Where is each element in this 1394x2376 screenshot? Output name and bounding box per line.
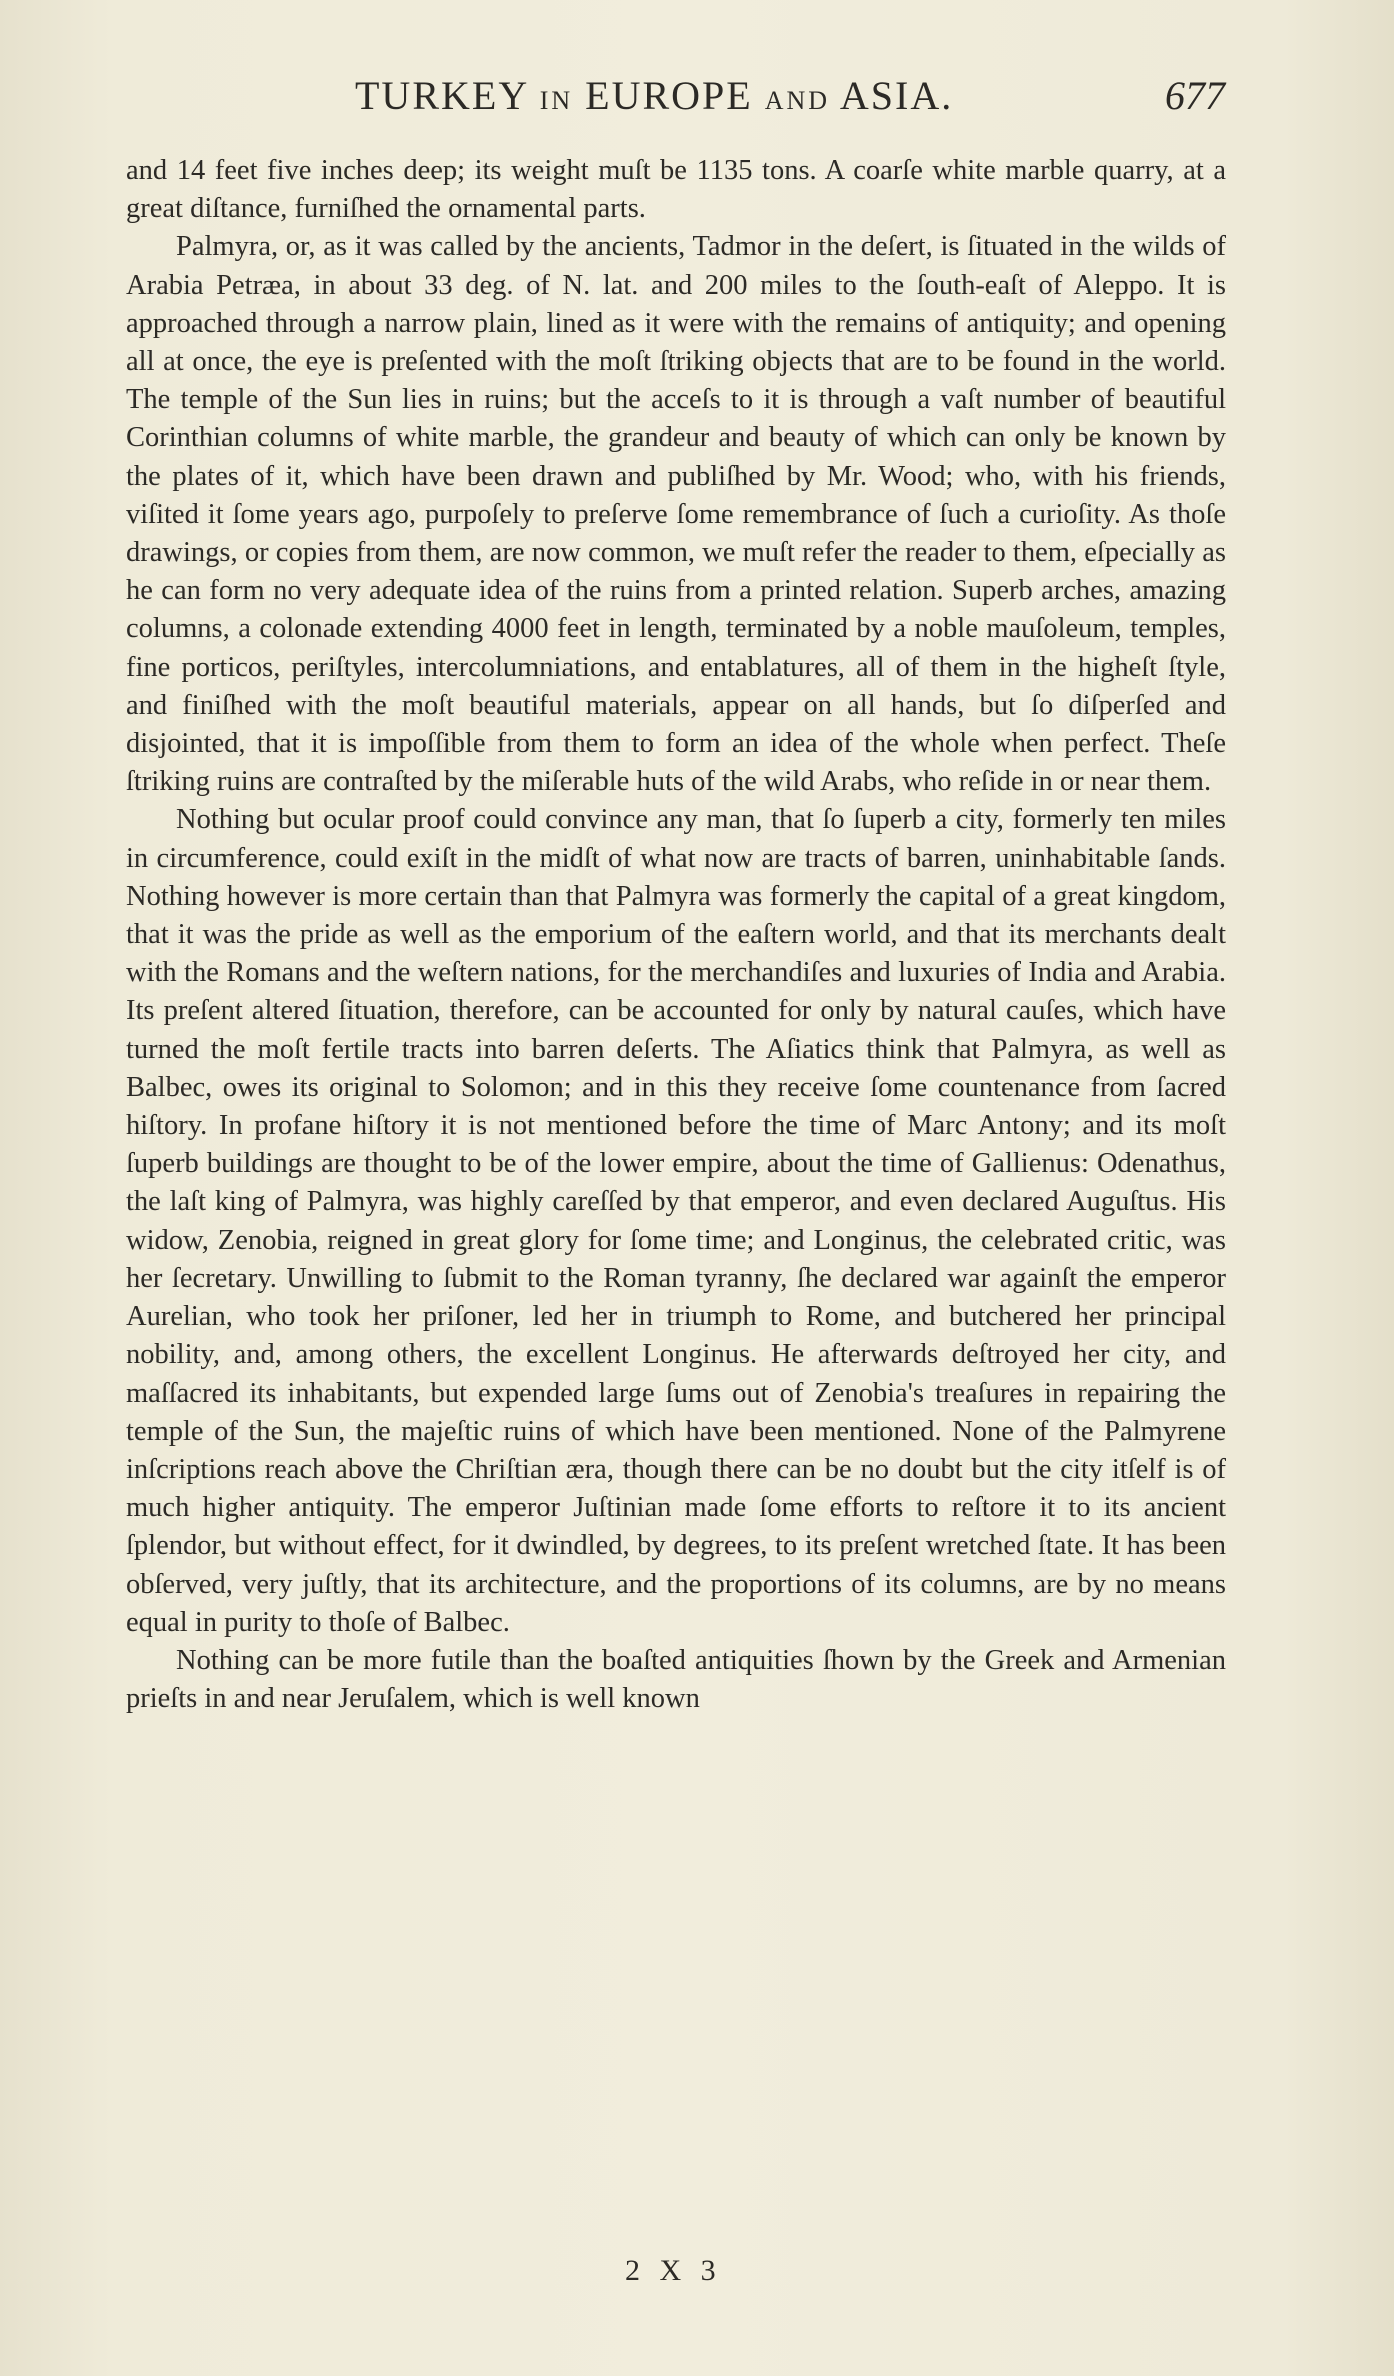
page-number: 677 (1165, 73, 1225, 118)
printer-signature-mark: 2 X 3 (625, 2254, 722, 2287)
running-head-and: AND (764, 86, 831, 115)
running-head-europe: EUROPE (585, 73, 753, 118)
running-head-in: IN (539, 86, 574, 115)
paragraph: Nothing can be more futile than the boaſted antiquities ſhown by the Greek and Armenian prieſts in and near Jeruſalem, which is well known (126, 1644, 1226, 1715)
paragraph: Palmyra, or, as it was called by the ancients, Tadmor in the deſert, is ſituated in the wilds of Arabia Petræa, in about 33 deg. of N. lat. and 200 miles to the ſouth-eaſt of Aleppo. It is approached through a narrow plain, lined as it were with the remains of antiquity; and opening all at once, the eye is preſented with the moſt ſtriking objects that are to be found in the world. The temple of the Sun lies in ruins; but the acceſs to it is through a vaſt number of beautiful Corinthian columns of white marble, the grandeur and beauty of which can only be known by the plates of it, which have been drawn and publiſhed by Mr. Wood; who, with his friends, viſited it ſome years ago, purpoſely to preſerve ſome remembrance of ſuch a curioſity. As thoſe drawings, or copies from them, are now common, we muſt refer the reader to them, eſpecially as he can form no very adequate idea of the ruins from a printed relation. Superb arches, amazing columns, a colonade extending 4000 feet in length, terminated by a noble mauſoleum, temples, fine porticos, periſtyles, intercolumniations, and entablatures, all of them in the higheſt ſtyle, and finiſhed with the moſt beautiful materials, appear on all hands, but ſo diſperſed and disjointed, that it is impoſſible from them to form an idea of the whole when perfect. Theſe ſtriking ruins are contraſted by the miſerable huts of the wild Arabs, who reſide in or near them. (126, 231, 1226, 798)
running-head-turkey: TURKEY (355, 73, 528, 118)
body-text (126, 152, 1226, 1718)
running-head (355, 72, 953, 119)
page-header (355, 72, 1235, 122)
paragraph: Nothing but ocular proof could convince any man, that ſo ſuperb a city, formerly ten miles in circumference, could exiſt in the midſt of what now are tracts of barren, uninhabitable ſands. Nothing however is more certain than that Palmyra was formerly the capital of a great kingdom, that it was the pride as well as the emporium of the eaſtern world, and that its merchants dealt with the Romans and the weſtern nations, for the merchandiſes and luxuries of India and Arabia. Its preſent altered ſituation, therefore, can be accounted for only by natural cauſes, which have turned the moſt fertile tracts into barren deſerts. The Aſiatics think that Palmyra, as well as Balbec, owes its original to Solomon; and in this they receive ſome countenance from ſacred hiſtory. In profane hiſtory it is not mentioned before the time of Marc Antony; and its moſt ſuperb buildings are thought to be of the lower empire, about the time of Gallienus: Odenathus, the laſt king of Palmyra, was highly careſſed by that emperor, and even declared Auguſtus. His widow, Zenobia, reigned in great glory for ſome time; and Longinus, the celebrated critic, was her ſecretary. Unwilling to ſubmit to the Roman tyranny, ſhe declared war againſt the emperor Aurelian, who took her priſoner, led her in triumph to Rome, and butchered her principal nobility, and, among others, the excellent Longinus. He afterwards deſtroyed her city, and maſſacred its inhabitants, but expended large ſums out of Zenobia's treaſures in repairing the temple of the Sun, the majeſtic ruins of which have been mentioned. None of the Palmyrene inſcriptions reach above the Chriſtian æra, though there can be no doubt but the city itſelf is of much higher antiquity. The emperor Juſtinian made ſome efforts to reſtore it to its ancient ſplendor, but without effect, for it dwindled, by degrees, to its preſent wretched ſtate. It has been obſerved, very juſtly, that its architecture, and the proportions of its columns, are by no means equal in purity to thoſe of Balbec. (126, 804, 1226, 1638)
running-head-asia: ASIA. (839, 73, 954, 118)
paragraph: and 14 feet five inches deep; its weight muſt be 1135 tons. A coarſe white marble quarry, at a great diſtance, furniſhed the ornamental parts. (126, 155, 1226, 225)
